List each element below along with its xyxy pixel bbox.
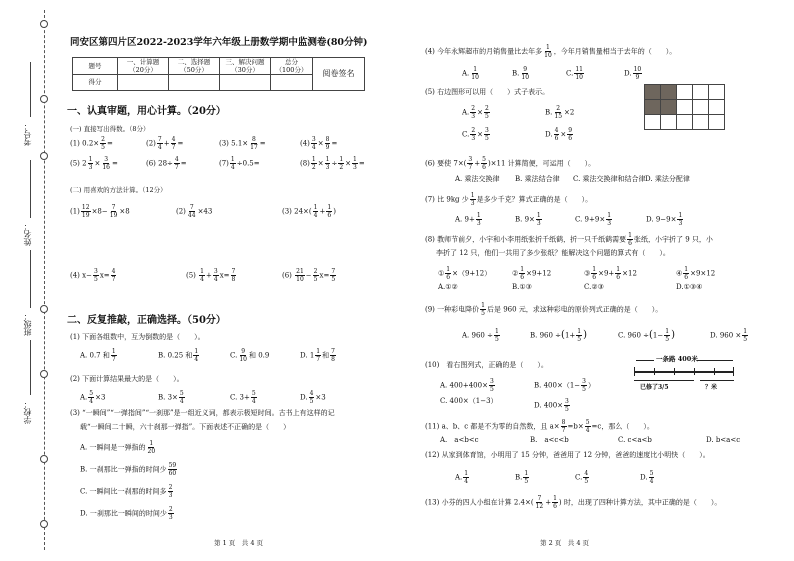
- score-table: [72, 57, 365, 91]
- choice-option[interactable]: A.①②: [438, 283, 458, 291]
- question-stem: (12) 从家到体育馆，小明用了 15 分钟，爸爸用了 12 分钟，爸爸的速度比小明快（ ）。: [425, 451, 710, 459]
- road-rest-label: ？米: [705, 384, 718, 391]
- choice-option[interactable]: C. 3+ $\frac{5}{4}$: [230, 390, 256, 405]
- calc-q4: (4) $\frac{3}{4}$ × $\frac{8}{9}$ =: [300, 136, 338, 151]
- dashed-cut-line: [44, 10, 45, 550]
- road-tick: [694, 368, 695, 375]
- calc-q7: (7) $\frac{1}{4}$ ÷0.5=: [219, 156, 260, 171]
- calc-q8: (8) $\frac{1}{2}$ × $\frac{1}{3}$ ÷ $\frac{1}{2}$ × $\frac{1}{3}$ =: [300, 156, 365, 171]
- road-line: [634, 371, 734, 373]
- section-2-title: 二、反复推敲，正确选择。（50分）: [67, 315, 226, 326]
- formula-option: ① $\frac{1}{6}$ ×（9+12）: [438, 266, 492, 281]
- choice-option[interactable]: B. $\frac{2}{15}$ ×2: [545, 105, 575, 120]
- choice-option[interactable]: D. 400× $\frac{3}{5}$: [534, 398, 569, 413]
- score-input-cell[interactable]: [169, 75, 220, 91]
- question-stem: (6) 要使 7×( $\frac{3}{7}$ + $\frac{5}{6}$ )×11 计算简便，可运用（ ）。: [425, 156, 596, 171]
- brace-line: [697, 360, 733, 361]
- question-stem: (10) 看右图列式，正确的是（ ）。: [425, 361, 548, 369]
- question-stem: 李折了 12 只，他们一共用了多少张纸？能解决这个问题的算式有（ ）。: [436, 249, 670, 257]
- choice-option[interactable]: A. 960 ÷ $\frac{1}{5}$: [462, 328, 499, 343]
- choice-option[interactable]: A. $\frac{5}{4}$ ×3: [80, 390, 106, 405]
- formula-option: ③ $\frac{1}{6}$ ×9+ $\frac{1}{6}$ ×12: [584, 266, 637, 281]
- choice-option[interactable]: B. $\frac{1}{5}$: [515, 470, 529, 485]
- choice-option[interactable]: B.①③: [512, 283, 532, 291]
- choice-option[interactable]: B. 0.25 和 $\frac{1}{4}$: [158, 348, 199, 363]
- road-tick: [714, 368, 715, 375]
- choice-option[interactable]: B. $\frac{9}{10}$: [512, 66, 530, 81]
- binding-hole: [40, 520, 48, 528]
- choice-option[interactable]: C. $\frac{4}{5}$: [575, 470, 589, 485]
- choice-option[interactable]: C.②③: [584, 283, 604, 291]
- school-label: 学校：: [23, 400, 32, 424]
- choice-option[interactable]: B. 一刹那比一弹指的时间少 $\frac{59}{60}$: [80, 462, 177, 477]
- binding-hole: [40, 455, 48, 463]
- paper-title: 同安区第四片区2022-2023学年六年级上册数学期中监测卷(80分钟): [70, 37, 368, 48]
- subsection-title: (一) 直接写出得数。（8分）: [70, 125, 150, 133]
- brace-line: [634, 380, 694, 381]
- choice-option[interactable]: B. 400×（1− $\frac{3}{5}$ ）: [534, 378, 595, 393]
- brace-line: [700, 380, 734, 381]
- question-stem: (8) 教师节前夕，小宇和小李用纸张折千纸鹤，折一只千纸鹤需要 $\frac{1}{6}$ 张纸，小宇折了 9 只，小: [425, 232, 713, 247]
- choice-option[interactable]: D. $\frac{5}{4}$: [640, 470, 654, 485]
- choice-option[interactable]: B. 9× $\frac{1}{3}$: [515, 212, 541, 227]
- choice-option[interactable]: D. 9−9× $\frac{1}{3}$: [646, 212, 683, 227]
- choice-option[interactable]: D. 乘法分配律: [645, 175, 690, 183]
- calc-q13: (5) $\frac{1}{4}$ + $\frac{3}{4}$ x= $\frac{7}{8}$: [186, 268, 236, 283]
- score-header-cell: 二、选择题 （50分）: [169, 58, 220, 75]
- calc-q3: (3) 5.1× $\frac{8}{17}$ =: [219, 136, 266, 151]
- signer-cell: 阅卷签名: [313, 58, 365, 91]
- score-input-cell[interactable]: [118, 75, 169, 91]
- formula-option: ② $\frac{1}{6}$ ×9+12: [512, 266, 552, 281]
- choice-option[interactable]: A. $\frac{1}{10}$: [462, 66, 479, 81]
- road-tick: [674, 368, 675, 375]
- binding-hole: [40, 370, 48, 378]
- choice-option[interactable]: C. 400×（1−3）: [440, 397, 498, 405]
- score-input-cell[interactable]: [220, 75, 271, 91]
- question-stem: (11) a、b、c 都是不为零的自然数，且 a× $\frac{8}{7}$ =b× $\frac{5}{4}$ =c，那么（ ）。: [425, 419, 654, 434]
- choice-option[interactable]: D.①③④: [676, 283, 703, 291]
- binding-hole: [40, 20, 48, 28]
- road-total-label: 一条路 400米: [656, 355, 698, 363]
- choice-option[interactable]: B. 960 ÷(1+ $\frac{1}{5}$ ): [530, 328, 588, 343]
- choice-option[interactable]: B. a<c<b: [530, 436, 569, 444]
- choice-option[interactable]: A. 400+400× $\frac{3}{5}$: [440, 378, 494, 393]
- question-stem: (1) 下面各组数中，互为倒数的是（ ）。: [70, 333, 205, 341]
- binding-hole: [40, 305, 48, 313]
- formula-option: ④ $\frac{1}{6}$ ×9×12: [676, 266, 716, 281]
- choice-option[interactable]: A. 9+ $\frac{1}{3}$: [455, 212, 481, 227]
- score-input-cell[interactable]: [271, 75, 313, 91]
- question-stem: (13) 小芬的四人小组在计算 2.4×( $\frac{7}{12}$ + $\frac{1}{6}$ ) 时，出现了四种计算方法，其中正确的是（ ）。: [425, 495, 722, 510]
- choice-option[interactable]: D. 960 × $\frac{1}{5}$: [710, 328, 748, 343]
- calc-q14: (6) $\frac{21}{10}$ − $\frac{2}{5}$ x= $\frac{7}{5}$: [282, 268, 336, 283]
- choice-option[interactable]: C. 一瞬间比一刹那的时间多 $\frac{2}{3}$: [80, 484, 173, 499]
- section-1-title: 一、认真审题，用心计算。（20分）: [67, 106, 226, 117]
- question-stem: 载“一瞬间二十瞬，六十刹那一弹指”。下面表述不正确的是（ ）: [80, 423, 291, 431]
- choice-option[interactable]: D. $\frac{4}{6}$ × $\frac{9}{6}$: [545, 127, 573, 142]
- binding-hole: [40, 95, 48, 103]
- choice-option[interactable]: A. 0.7 和 $\frac{1}{7}$: [80, 348, 116, 363]
- choice-option[interactable]: C. 乘法交换律和结合律: [573, 175, 646, 183]
- score-label-cell: 得分: [73, 75, 118, 91]
- choice-option[interactable]: A. $\frac{1}{4}$: [455, 470, 469, 485]
- choice-option[interactable]: C. $\frac{9}{10}$ 和 0.9: [230, 348, 270, 363]
- calc-q9: (1) $\frac{12}{19}$ ×8− $\frac{7}{19}$ ×8: [70, 204, 130, 219]
- page-footer: 第 1 页 共 4 页: [214, 539, 264, 547]
- choice-option[interactable]: C. c<a<b: [618, 436, 652, 444]
- page-footer: 第 2 页 共 4 页: [540, 539, 590, 547]
- question-stem: (7) 比 9kg 少 $\frac{1}{3}$ 是多少千克？算式正确的是（ ）。: [425, 192, 593, 207]
- calc-q12: (4) x− $\frac{3}{5}$ x= $\frac{4}{7}$: [70, 268, 116, 283]
- kaohao-line[interactable]: [30, 62, 31, 117]
- choice-option[interactable]: D. 1 $\frac{1}{7}$ 和 $\frac{7}{8}$: [300, 348, 335, 363]
- choice-option[interactable]: C. $\frac{2}{3}$ × $\frac{3}{5}$: [462, 127, 489, 142]
- brace-line: [636, 360, 654, 361]
- choice-option[interactable]: A. 一瞬间是一弹指的 $\frac{1}{20}$: [80, 440, 156, 455]
- calc-q2: (2) $\frac{7}{4}$ + $\frac{4}{7}$ =: [146, 136, 184, 151]
- choice-option[interactable]: B. 乘法结合律: [515, 175, 560, 183]
- class-label: 班级：: [23, 312, 32, 336]
- school-line[interactable]: [30, 340, 31, 395]
- score-header-cell: 三、解决问题 （30分）: [220, 58, 271, 75]
- choice-option[interactable]: C. 9+9× $\frac{1}{3}$: [575, 212, 612, 227]
- calc-q10: (2) $\frac{7}{44}$ ×43: [176, 204, 213, 219]
- calc-q5: (5) 2 $\frac{1}{3}$ × $\frac{3}{16}$ =: [70, 156, 118, 171]
- calc-q6: (6) 28÷ $\frac{4}{7}$ =: [146, 156, 187, 171]
- choice-option[interactable]: D. 一刹那比一瞬间的时间少 $\frac{2}{3}$: [80, 506, 173, 521]
- choice-option[interactable]: C. $\frac{11}{10}$: [566, 66, 583, 81]
- road-tick: [733, 367, 734, 376]
- score-header-cell: 题号: [73, 58, 118, 75]
- binding-hole: [40, 152, 48, 160]
- name-label: 姓名：: [23, 222, 32, 246]
- score-header-cell: 总分 （100分）: [271, 58, 313, 75]
- road-done-label: 已修了3/5: [640, 384, 669, 391]
- choice-option[interactable]: A. a<b<c: [440, 436, 479, 444]
- road-tick: [634, 367, 635, 376]
- choice-option[interactable]: D. $\frac{4}{5}$ ×3: [300, 390, 326, 405]
- subsection-title: (二) 用喜欢的方法计算。（12分）: [70, 186, 167, 194]
- road-tick: [654, 368, 655, 375]
- question-stem: (9) 一种彩电降价 $\frac{1}{5}$ 后是 960 元，求这种彩电的原价列式正确的是（ ）。: [425, 302, 663, 317]
- class-line[interactable]: [30, 250, 31, 308]
- choice-option[interactable]: B. 3× $\frac{5}{4}$: [158, 390, 184, 405]
- choice-option[interactable]: C. 960 ÷(1− $\frac{1}{5}$ ): [618, 328, 675, 343]
- choice-option[interactable]: A. $\frac{2}{3}$ × $\frac{2}{5}$: [462, 105, 489, 120]
- name-line[interactable]: [30, 160, 31, 218]
- score-header-cell: 一、计算题 （20分）: [118, 58, 169, 75]
- binding-strip: [0, 0, 62, 561]
- question-stem: (4) 今年永辉超市的月销售量比去年多 $\frac{1}{10}$ ，今年月销售量相当于去年的（ ）。: [425, 44, 677, 59]
- question-stem: (5) 右边图形可以用（ ）式子表示。: [425, 88, 550, 96]
- kaohao-label: 考号：: [23, 122, 32, 146]
- calc-q11: (3) 24×( $\frac{1}{4}$ + $\frac{1}{6}$ ): [282, 204, 336, 219]
- calc-q1: (1) 0.2× $\frac{2}{5}$ =: [70, 136, 113, 151]
- choice-option[interactable]: A. 乘法交换律: [455, 175, 500, 183]
- question-stem: (3) “一瞬间”“一弹指间”“一刹那”是一组近义词，都表示极短时间。古书上有这样的记: [70, 409, 335, 417]
- choice-option[interactable]: D. $\frac{10}{9}$: [624, 66, 642, 81]
- choice-option[interactable]: D. b<a<c: [706, 436, 741, 444]
- question-stem: (2) 下面计算结果最大的是（ ）。: [70, 375, 184, 383]
